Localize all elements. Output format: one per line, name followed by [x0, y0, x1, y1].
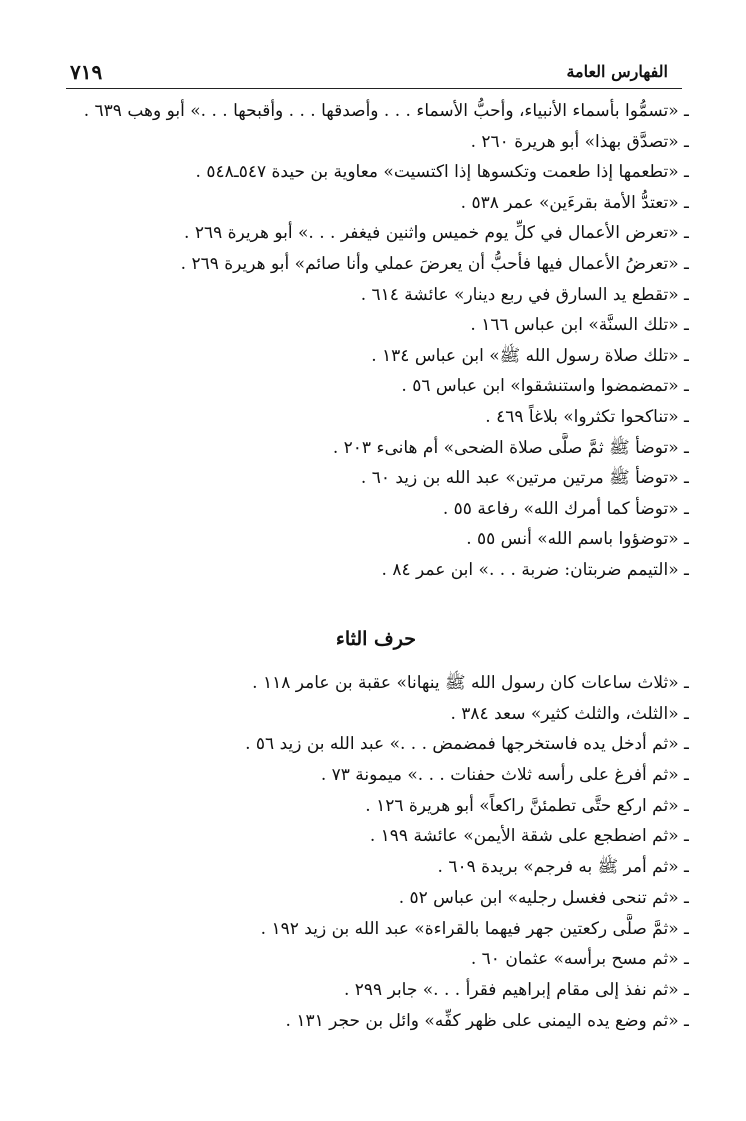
- section-heading: حرف الثاء: [335, 628, 416, 650]
- list-item: ـ «تعرضُ الأعمال فيها فأحبُّ أن يعرضَ عملي وأنا صائم» أبو هريرة ٢٦٩ .: [180, 253, 689, 274]
- page-number: ٧١٩: [70, 60, 103, 84]
- list-item: ـ «ثم أفرغ على رأسه ثلاث حفنات . . .» ميمونة ٧٣ .: [320, 765, 689, 786]
- list-item: ـ «ثمَّ صلَّى ركعتين جهر فيهما بالقراءة» عبد الله بن زيد ١٩٢ .: [260, 918, 689, 939]
- list-item: ـ «ثلاث ساعات كان رسول الله ﷺ ينهانا» عقبة بن عامر ١١٨ .: [252, 673, 689, 693]
- list-item: ـ «ثم اضطجع على شقة الأيمن» عائشة ١٩٩ .: [369, 826, 689, 847]
- list-item: ـ «تسمُّوا بأسماء الأنبياء، وأحبُّ الأسماء . . . وأصدقها . . . وأقبحها . . .» أبو وهب ٦٣٩ .: [83, 101, 689, 121]
- list-item: ـ «توضأ ﷺ مرتين مرتين» عبد الله بن زيد ٦٠ .: [360, 468, 689, 489]
- list-item: ـ «ثم تنحى فغسل رجليه» ابن عباس ٥٢ .: [398, 887, 689, 908]
- list-item: ـ «ثم أمر ﷺ به فرجم» بريدة ٦٠٩ .: [437, 857, 689, 878]
- list-item: ـ «الثلث، والثلث كثير» سعد ٣٨٤ .: [450, 703, 689, 724]
- list-item: ـ «تناكحوا تكثروا» بلاغاً ٤٦٩ .: [485, 406, 689, 427]
- list-item: ـ «توضأ ﷺ ثمَّ صلَّى صلاة الضحى» أم هانىء ٢٠٣ .: [332, 437, 689, 458]
- running-title: الفهارس العامة: [566, 62, 668, 81]
- list-item: ـ «تعرض الأعمال في كلِّ يوم خميس واثنين فيغفر . . .» أبو هريرة ٢٦٩ .: [184, 223, 689, 244]
- list-item: ـ «تقطع يد السارق في ربع دينار» عائشة ٦١٤ .: [360, 284, 689, 305]
- list-item: ـ «توضأ كما أمرك الله» رفاعة ٥٥ .: [442, 498, 689, 519]
- list-item: ـ «تطعمها إذا طعمت وتكسوها إذا اكتسيت» معاوية بن حيدة ٥٤٧ـ٥٤٨ .: [195, 162, 689, 183]
- list-item: ـ «ثم اركع حتَّى تطمئنَّ راكعاً» أبو هريرة ١٢٦ .: [365, 795, 689, 816]
- entries-ta-list: [69, 96, 689, 586]
- list-item: ـ «توضؤوا باسم الله» أنس ٥٥ .: [466, 529, 689, 550]
- list-item: ـ «ثم أدخل يده فاستخرجها فمضمض . . .» عبد الله بن زيد ٥٦ .: [245, 734, 689, 755]
- list-item: ـ «تلك صلاة رسول الله ﷺ» ابن عباس ١٣٤ .: [371, 345, 689, 366]
- list-item: ـ «ثم نفذ إلى مقام إبراهيم فقرأ . . .» جابر ٢٩٩ .: [343, 979, 689, 1000]
- list-item: ـ «التيمم ضربتان: ضربة . . .» ابن عمر ٨٤ .: [381, 559, 689, 580]
- entries-tha-list: [69, 668, 689, 1036]
- list-item: ـ «تعتدُّ الأمة بقرءَين» عمر ٥٣٨ .: [460, 192, 689, 213]
- list-item: ـ «ثم وضع يده اليمنى على ظهر كفِّه» وائل بن حجر ١٣١ .: [285, 1010, 689, 1031]
- list-item: ـ «تصدَّق بهذا» أبو هريرة ٢٦٠ .: [470, 131, 689, 152]
- page-header: [66, 58, 682, 89]
- list-item: ـ «تلك السنَّة» ابن عباس ١٦٦ .: [470, 315, 689, 336]
- list-item: ـ «ثم مسح برأسه» عثمان ٦٠ .: [470, 949, 689, 970]
- list-item: ـ «تمضمضوا واستنشقوا» ابن عباس ٥٦ .: [401, 376, 689, 397]
